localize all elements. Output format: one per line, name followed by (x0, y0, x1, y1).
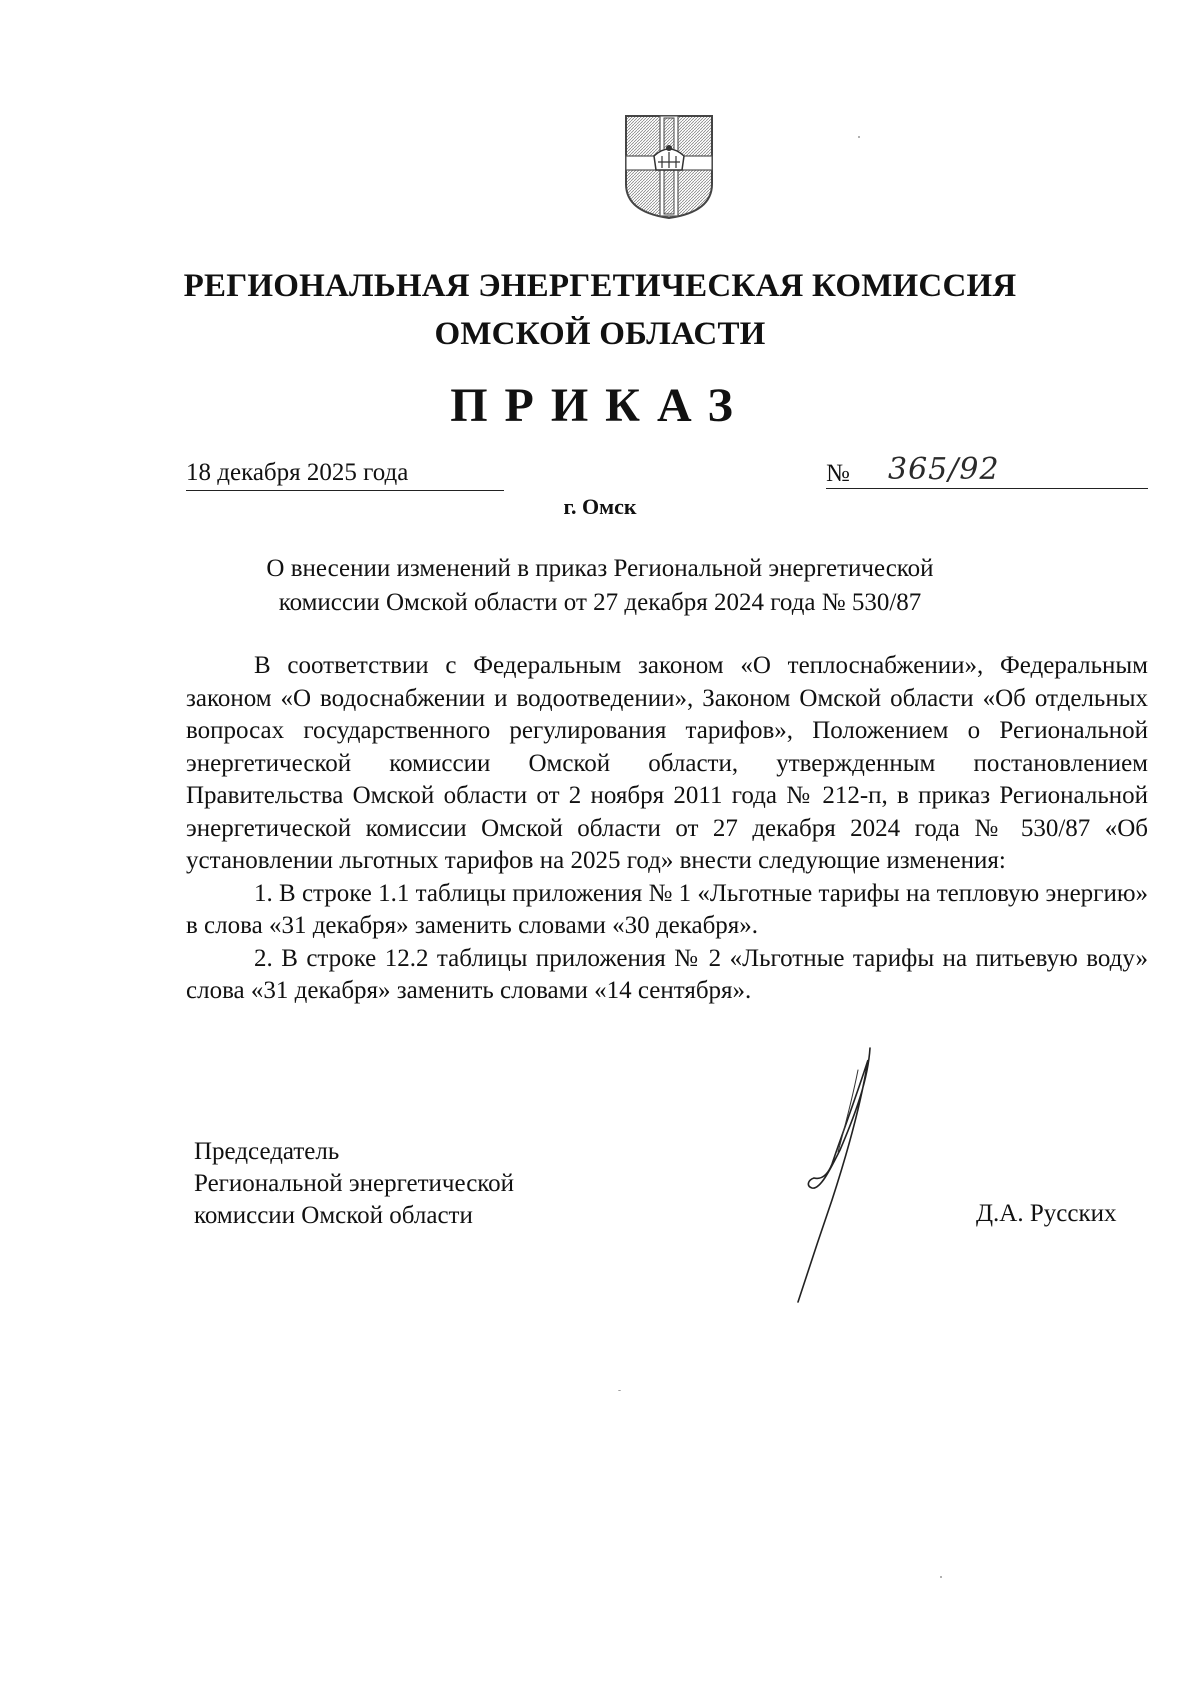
subject-line2: комиссии Омской области от 27 декабря 2024 года № 530/87 (278, 589, 922, 616)
document-body (186, 650, 1148, 1008)
document-date: 18 декабря 2025 года (186, 458, 504, 491)
signer-title-line2: Региональной энергетической (194, 1170, 515, 1197)
signer-title-block (194, 1136, 514, 1232)
scan-speck (858, 136, 860, 138)
body-preamble: В соответствии с Федеральным законом «О теплоснабжении», Федеральным законом «О водоснабжении и водоотведении», Законом Омской области «Об отдельных вопросах государственного регулирования тарифов», Положением о Региональной энергетической комиссии Омской области, утвержденным постановлением Правительства Омской области от 2 ноября 2011 года № 212-п, в приказ Региональной энергетической комиссии Омской области от 27 декабря 2024 года № 530/87 «Об установлении льготных тарифов на 2025 год» внести следующие изменения: (186, 652, 1148, 874)
scan-speck (618, 1390, 621, 1391)
scan-speck (940, 1576, 942, 1578)
document-type-title: ПРИКАЗ (450, 379, 750, 432)
coat-of-arms-emblem (622, 112, 716, 222)
organization-name-line1: РЕГИОНАЛЬНАЯ ЭНЕРГЕТИЧЕСКАЯ КОМИССИЯ (183, 268, 1017, 304)
number-label: № (826, 460, 850, 487)
organization-name-line2: ОМСКОЙ ОБЛАСТИ (434, 316, 766, 352)
subject-line1: О внесении изменений в приказ Региональной энергетической (266, 555, 934, 582)
signer-name: Д.А. Русских (976, 1200, 1117, 1227)
handwritten-signature (740, 1040, 890, 1310)
body-item-1: 1. В строке 1.1 таблицы приложения № 1 «Льготные тарифы на тепловую энергию» в слова «31 декабря» заменить словами «30 декабря». (186, 879, 1148, 939)
document-number-field (826, 452, 1148, 489)
document-number-handwritten: 365/92 (888, 452, 1000, 487)
body-item-2: 2. В строке 12.2 таблицы приложения № 2 «Льготные тарифы на питьевую воду» слова «31 декабря» заменить словами «14 сентября». (186, 944, 1148, 1004)
document-subject (200, 552, 1000, 620)
city: г. Омск (563, 494, 637, 519)
signer-title-line1: Председатель (194, 1138, 340, 1165)
signer-title-line3: комиссии Омской области (194, 1202, 473, 1229)
